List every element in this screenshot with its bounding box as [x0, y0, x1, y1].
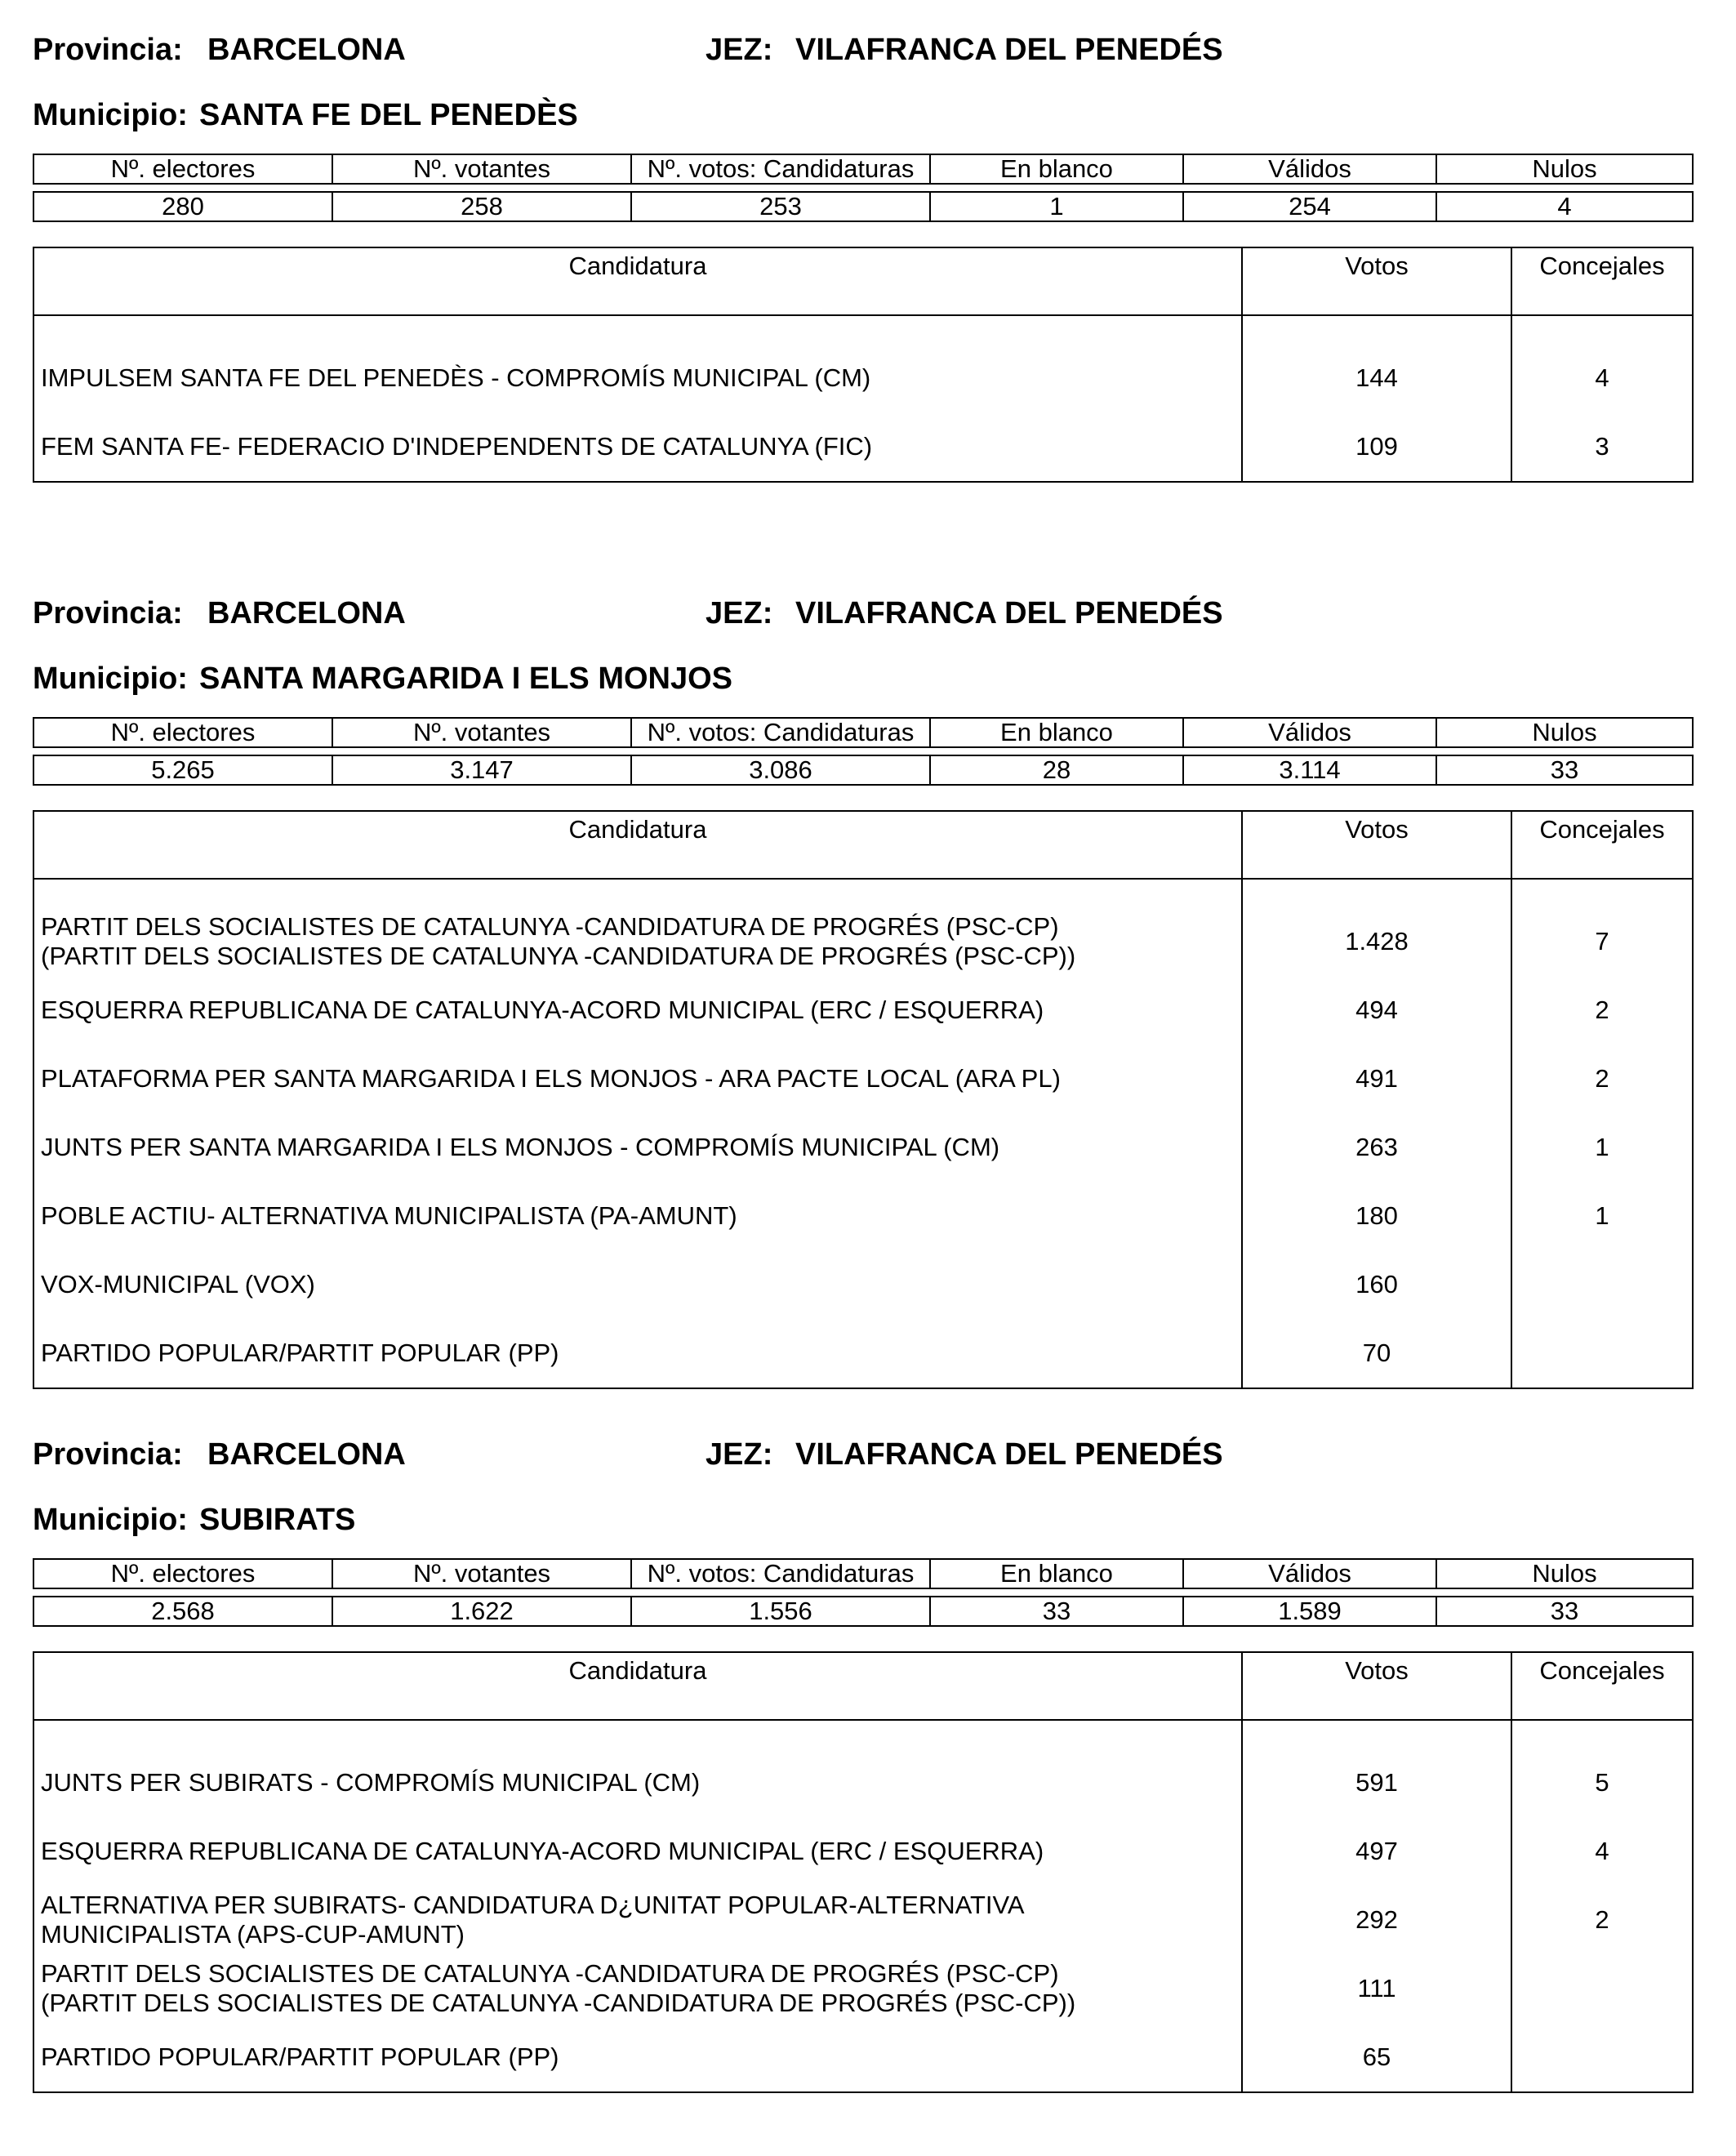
section-block — [33, 1437, 1692, 2093]
concejales-value: 4 — [1511, 344, 1693, 412]
jez-label: JEZ: — [706, 1437, 773, 1472]
municipio-label: Municipio: — [33, 662, 188, 696]
municipio-line — [33, 662, 1692, 717]
stats-header-row — [33, 718, 1693, 747]
candidatura-name-line: (PARTIT DELS SOCIALISTES DE CATALUNYA -CANDIDATURA DE PROGRÉS (PSC-CP)) — [41, 942, 1076, 970]
results-spacer-row — [33, 315, 1693, 344]
results-spacer-row — [33, 879, 1693, 907]
votos-value: 494 — [1242, 976, 1511, 1045]
stats-header-cell: Nº. votantes — [332, 1559, 631, 1588]
candidatura-name-line: (PARTIT DELS SOCIALISTES DE CATALUNYA -CANDIDATURA DE PROGRÉS (PSC-CP)) — [41, 1989, 1076, 2017]
provincia-value: BARCELONA — [207, 1437, 406, 1472]
candidatura-name-line: PLATAFORMA PER SANTA MARGARIDA I ELS MONJOS - ARA PACTE LOCAL (ARA PL) — [41, 1064, 1061, 1093]
municipio-value: SANTA MARGARIDA I ELS MONJOS — [198, 662, 733, 696]
stats-header-cell: En blanco — [930, 718, 1183, 747]
stats-table — [33, 717, 1694, 786]
jez-label: JEZ: — [706, 596, 773, 630]
stats-value-cell: 3.114 — [1183, 755, 1436, 785]
candidatura-name — [33, 1886, 1242, 1954]
results-header-cell: Candidatura — [33, 247, 1242, 315]
candidatura-name-line: PARTIT DELS SOCIALISTES DE CATALUNYA -CANDIDATURA DE PROGRÉS (PSC-CP) — [41, 1959, 1059, 1988]
results-header-cell: Candidatura — [33, 811, 1242, 879]
concejales-value — [1511, 1250, 1693, 1319]
stats-value-cell: 33 — [1436, 1597, 1693, 1626]
stats-header-cell: Nº. votos: Candidaturas — [631, 718, 930, 747]
stats-value-cell: 4 — [1436, 192, 1693, 221]
stats-header-row — [33, 154, 1693, 184]
votos-value: 160 — [1242, 1250, 1511, 1319]
candidatura-row — [33, 412, 1693, 482]
candidatura-name — [33, 1113, 1242, 1182]
stats-value-cell: 5.265 — [33, 755, 332, 785]
candidatura-row — [33, 1250, 1693, 1319]
stats-value-cell: 33 — [930, 1597, 1183, 1626]
stats-header-cell: Nº. votos: Candidaturas — [631, 1559, 930, 1588]
results-header-row — [33, 1652, 1693, 1720]
votos-value: 144 — [1242, 344, 1511, 412]
stats-header-cell: Nº. electores — [33, 154, 332, 184]
candidatura-row — [33, 344, 1693, 412]
section-header — [33, 1437, 1692, 1503]
concejales-value — [1511, 2023, 1693, 2092]
candidatura-row — [33, 976, 1693, 1045]
stats-header-cell: Nulos — [1436, 718, 1693, 747]
candidatura-name-line: ESQUERRA REPUBLICANA DE CATALUNYA-ACORD MUNICIPAL (ERC / ESQUERRA) — [41, 996, 1044, 1024]
concejales-value: 1 — [1511, 1113, 1693, 1182]
stats-table — [33, 1558, 1694, 1627]
results-header-cell: Candidatura — [33, 1652, 1242, 1720]
concejales-value: 2 — [1511, 1045, 1693, 1113]
municipio-label: Municipio: — [33, 98, 188, 132]
candidatura-name-line: ESQUERRA REPUBLICANA DE CATALUNYA-ACORD MUNICIPAL (ERC / ESQUERRA) — [41, 1837, 1044, 1865]
concejales-value: 2 — [1511, 1886, 1693, 1954]
candidatura-row — [33, 1319, 1693, 1388]
results-header-cell: Concejales — [1511, 1652, 1693, 1720]
candidatura-name-line: VOX-MUNICIPAL (VOX) — [41, 1270, 315, 1298]
stats-header-cell: Nulos — [1436, 154, 1693, 184]
results-header-cell: Votos — [1242, 1652, 1511, 1720]
candidatura-row — [33, 1045, 1693, 1113]
concejales-value: 4 — [1511, 1817, 1693, 1886]
stats-header-cell: En blanco — [930, 1559, 1183, 1588]
stats-header-cell: Válidos — [1183, 1559, 1436, 1588]
candidatura-name-line: POBLE ACTIU- ALTERNATIVA MUNICIPALISTA (PA-AMUNT) — [41, 1201, 737, 1230]
stats-value-cell: 280 — [33, 192, 332, 221]
candidatura-row — [33, 1182, 1693, 1250]
results-table — [33, 810, 1694, 1389]
candidatura-row — [33, 1113, 1693, 1182]
candidatura-name — [33, 1319, 1242, 1388]
candidatura-name-line: PARTIDO POPULAR/PARTIT POPULAR (PP) — [41, 1339, 559, 1367]
votos-value: 591 — [1242, 1748, 1511, 1817]
municipio-value: SUBIRATS — [198, 1503, 356, 1537]
provincia-value: BARCELONA — [207, 596, 406, 630]
candidatura-name — [33, 1817, 1242, 1886]
results-table — [33, 1651, 1694, 2093]
jez-value: VILAFRANCA DEL PENEDÉS — [795, 1437, 1223, 1472]
results-header-row — [33, 811, 1693, 879]
results-table — [33, 247, 1694, 483]
candidatura-name — [33, 1748, 1242, 1817]
results-header-row — [33, 247, 1693, 315]
stats-value-cell: 254 — [1183, 192, 1436, 221]
municipio-value: SANTA FE DEL PENEDÈS — [198, 98, 578, 132]
candidatura-name — [33, 344, 1242, 412]
provincia-label: Provincia: — [33, 596, 183, 630]
candidatura-name — [33, 1182, 1242, 1250]
concejales-value — [1511, 1954, 1693, 2023]
stats-value-cell: 3.086 — [631, 755, 930, 785]
provincia-label: Provincia: — [33, 33, 183, 67]
results-header-cell: Votos — [1242, 811, 1511, 879]
stats-value-cell: 1.622 — [332, 1597, 631, 1626]
provincia-value: BARCELONA — [207, 33, 406, 67]
stats-header-cell: En blanco — [930, 154, 1183, 184]
stats-value-row — [33, 192, 1693, 221]
candidatura-name — [33, 907, 1242, 976]
stats-header-cell: Nº. votos: Candidaturas — [631, 154, 930, 184]
candidatura-name — [33, 1250, 1242, 1319]
votos-value: 109 — [1242, 412, 1511, 482]
votos-value: 263 — [1242, 1113, 1511, 1182]
stats-header-cell: Válidos — [1183, 718, 1436, 747]
stats-table — [33, 154, 1694, 222]
concejales-value: 3 — [1511, 412, 1693, 482]
stats-value-cell: 253 — [631, 192, 930, 221]
candidatura-name — [33, 2023, 1242, 2092]
section-block — [33, 596, 1692, 1389]
stats-gap-row — [33, 184, 1693, 192]
stats-header-cell: Nº. votantes — [332, 718, 631, 747]
stats-value-row — [33, 755, 1693, 785]
stats-value-cell: 28 — [930, 755, 1183, 785]
candidatura-name — [33, 412, 1242, 482]
results-header-cell: Concejales — [1511, 811, 1693, 879]
candidatura-name — [33, 976, 1242, 1045]
concejales-value: 5 — [1511, 1748, 1693, 1817]
candidatura-row — [33, 1748, 1693, 1817]
stats-gap-row — [33, 747, 1693, 755]
stats-value-row — [33, 1597, 1693, 1626]
concejales-value: 7 — [1511, 907, 1693, 976]
stats-gap-row — [33, 1588, 1693, 1597]
concejales-value — [1511, 1319, 1693, 1388]
municipio-label: Municipio: — [33, 1503, 188, 1537]
provincia-label: Provincia: — [33, 1437, 183, 1472]
stats-header-cell: Nulos — [1436, 1559, 1693, 1588]
stats-header-cell: Nº. votantes — [332, 154, 631, 184]
results-header-cell: Votos — [1242, 247, 1511, 315]
candidatura-name — [33, 1045, 1242, 1113]
stats-header-cell: Nº. electores — [33, 1559, 332, 1588]
candidatura-name-line: MUNICIPALISTA (APS-CUP-AMUNT) — [41, 1920, 465, 1949]
section-header — [33, 596, 1692, 662]
votos-value: 70 — [1242, 1319, 1511, 1388]
votos-value: 497 — [1242, 1817, 1511, 1886]
candidatura-row — [33, 1817, 1693, 1886]
section-block — [33, 33, 1692, 483]
candidatura-name-line: PARTIT DELS SOCIALISTES DE CATALUNYA -CANDIDATURA DE PROGRÉS (PSC-CP) — [41, 912, 1059, 941]
section-header — [33, 33, 1692, 98]
votos-value: 111 — [1242, 1954, 1511, 2023]
stats-value-cell: 33 — [1436, 755, 1693, 785]
stats-value-cell: 3.147 — [332, 755, 631, 785]
stats-header-row — [33, 1559, 1693, 1588]
candidatura-row — [33, 907, 1693, 976]
candidatura-name-line: IMPULSEM SANTA FE DEL PENEDÈS - COMPROMÍS MUNICIPAL (CM) — [41, 363, 871, 392]
candidatura-name-line: JUNTS PER SANTA MARGARIDA I ELS MONJOS - COMPROMÍS MUNICIPAL (CM) — [41, 1133, 1000, 1161]
votos-value: 491 — [1242, 1045, 1511, 1113]
stats-value-cell: 258 — [332, 192, 631, 221]
stats-header-cell: Válidos — [1183, 154, 1436, 184]
jez-value: VILAFRANCA DEL PENEDÉS — [795, 33, 1223, 67]
stats-value-cell: 1 — [930, 192, 1183, 221]
candidatura-row — [33, 2023, 1693, 2092]
jez-label: JEZ: — [706, 33, 773, 67]
candidatura-name-line: ALTERNATIVA PER SUBIRATS- CANDIDATURA D¿UNITAT POPULAR-ALTERNATIVA — [41, 1891, 1025, 1919]
stats-header-cell: Nº. electores — [33, 718, 332, 747]
candidatura-name-line: FEM SANTA FE- FEDERACIO D'INDEPENDENTS DE CATALUNYA (FIC) — [41, 432, 873, 461]
municipio-line — [33, 98, 1692, 154]
votos-value: 65 — [1242, 2023, 1511, 2092]
candidatura-name-line: PARTIDO POPULAR/PARTIT POPULAR (PP) — [41, 2042, 559, 2071]
votos-value: 1.428 — [1242, 907, 1511, 976]
stats-value-cell: 2.568 — [33, 1597, 332, 1626]
candidatura-name-line: JUNTS PER SUBIRATS - COMPROMÍS MUNICIPAL (CM) — [41, 1768, 701, 1797]
stats-value-cell: 1.589 — [1183, 1597, 1436, 1626]
candidatura-name — [33, 1954, 1242, 2023]
votos-value: 292 — [1242, 1886, 1511, 1954]
candidatura-row — [33, 1886, 1693, 1954]
jez-value: VILAFRANCA DEL PENEDÉS — [795, 596, 1223, 630]
concejales-value: 2 — [1511, 976, 1693, 1045]
results-header-cell: Concejales — [1511, 247, 1693, 315]
stats-value-cell: 1.556 — [631, 1597, 930, 1626]
votos-value: 180 — [1242, 1182, 1511, 1250]
municipio-line — [33, 1503, 1692, 1558]
concejales-value: 1 — [1511, 1182, 1693, 1250]
candidatura-row — [33, 1954, 1693, 2023]
results-spacer-row — [33, 1720, 1693, 1748]
